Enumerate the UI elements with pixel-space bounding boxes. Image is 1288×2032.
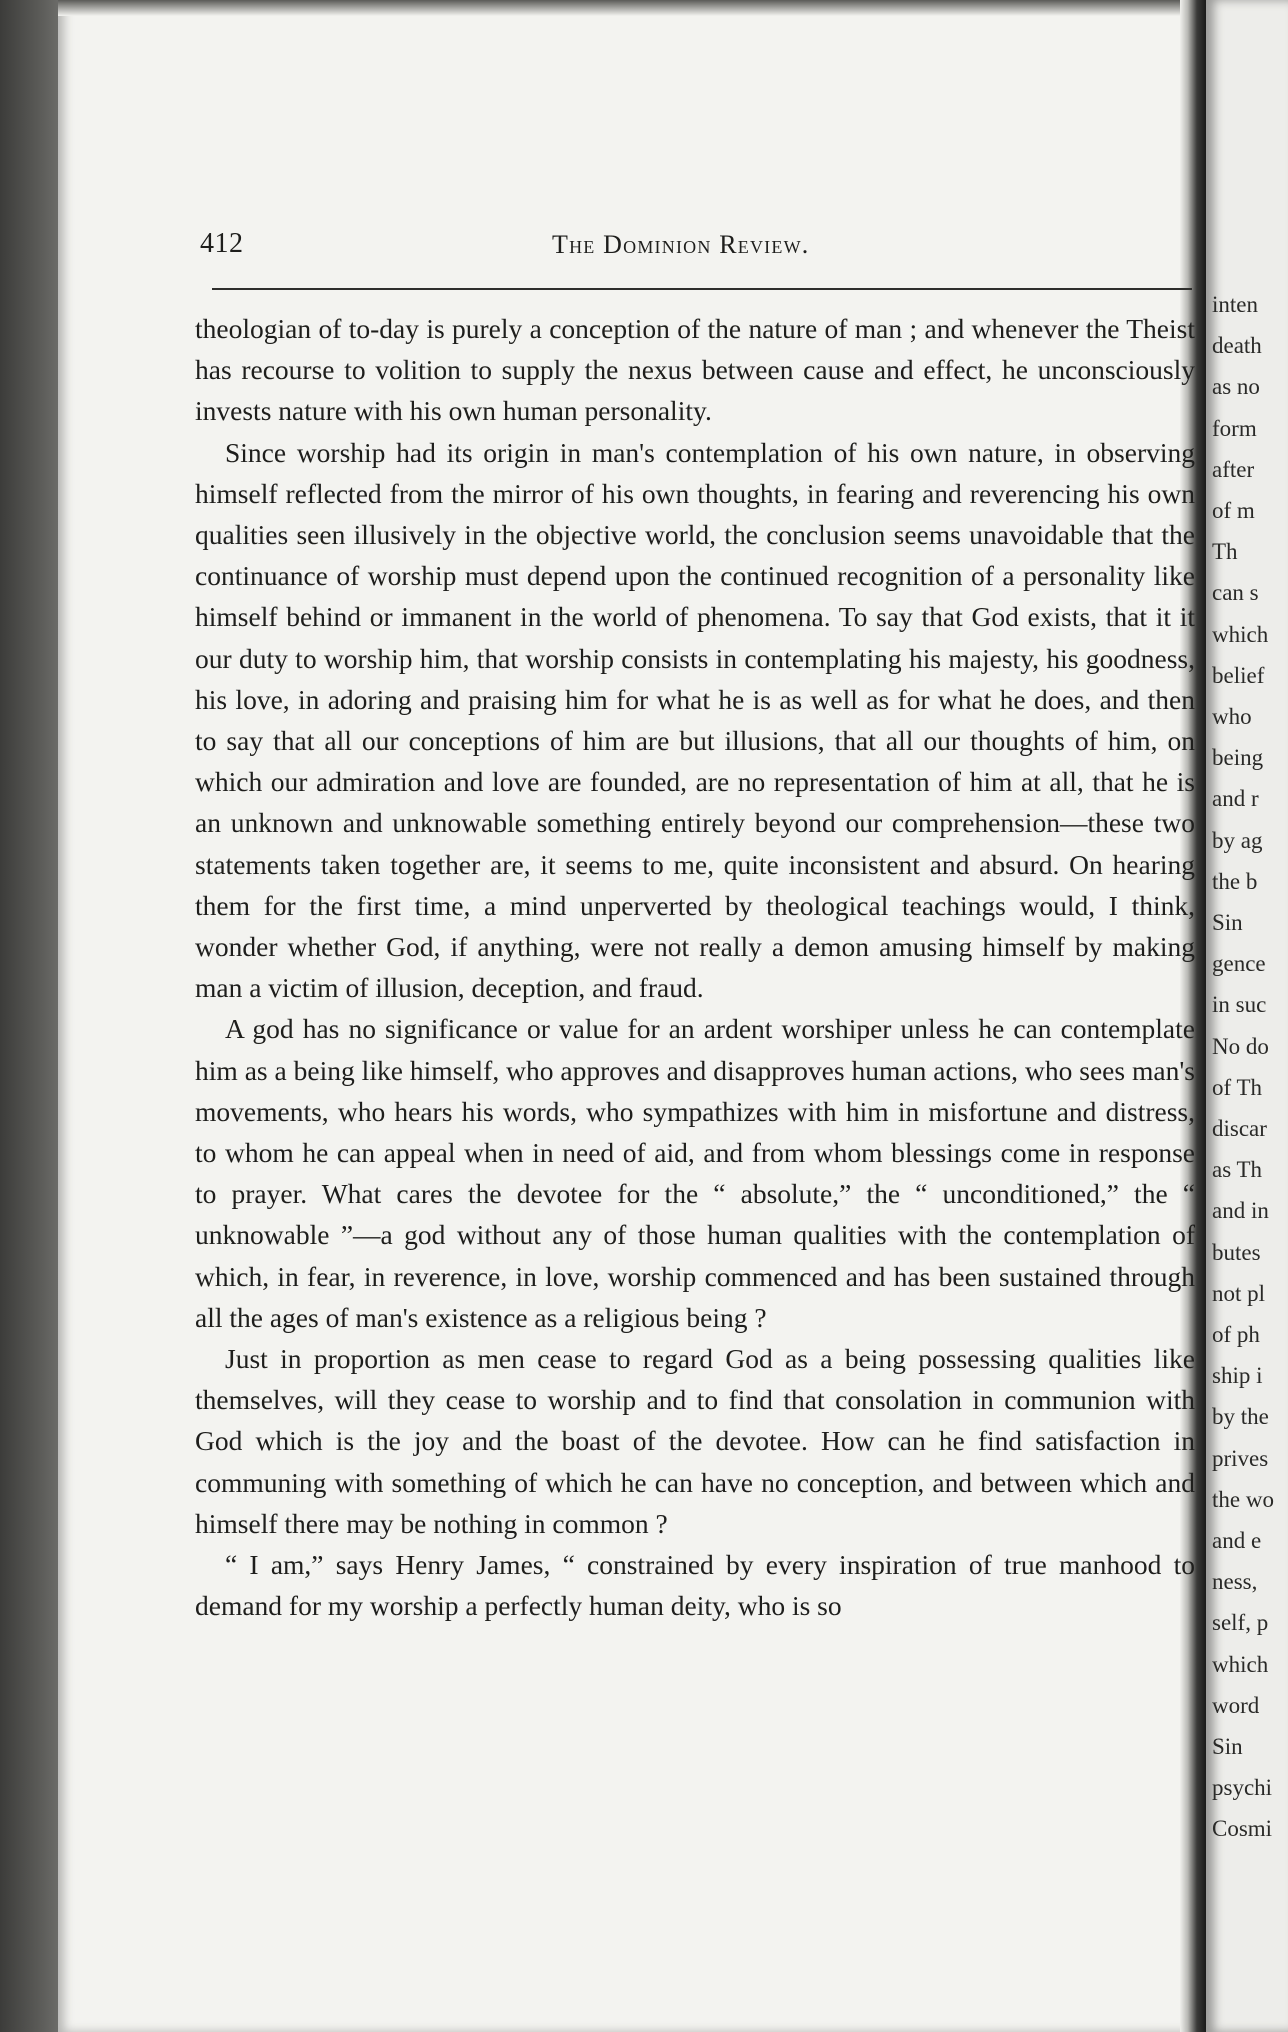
paragraph: Since worship had its origin in man's contemplation of his own nature, in observing himself reflected from the mirror of his own thoughts, in fearing and reverencing his own qualities seen illusively in the objective world, the conclusion seems unavoidable that the continuance of worship must depend upon the continued recognition of a personality like himself behind or immanent in the world of phenomena. To say that God exists, that it it our duty to worship him, that worship consists in contemplating his majesty, his goodness, his love, in adoring and praising him for what he is as well as for what he does, and then to say that all our conceptions of him are but illusions, that all our thoughts of him, on which our admiration and love are founded, are no representation of him at all, that he is an unknown and unknowable something entirely beyond our comprehension—these two statements taken together are, it seems to me, quite inconsistent and absurd. On hearing them for the first time, a mind unperverted by theological teachings would, I think, wonder whether God, if anything, were not really a demon amusing himself by making man a victim of illusion, deception, and fraud. bbox=[195, 436, 1195, 1004]
paragraph: theologian of to-day is purely a conception of the nature of man ; and whenever the Theist has recourse to volition to supply the nexus between cause and effect, he unconsciously invests nature with his own human personality. bbox=[195, 313, 1195, 427]
facing-page-fragment: Sin bbox=[1212, 910, 1243, 935]
facing-page-fragment: Cosmi bbox=[1212, 1816, 1273, 1842]
facing-page-fragment: death bbox=[1212, 333, 1262, 359]
facing-page-fragment: word bbox=[1212, 1692, 1260, 1718]
page-top-shadow bbox=[58, 0, 1208, 16]
facing-page-fragment: of ph bbox=[1212, 1322, 1260, 1347]
facing-page-fragment: the wo bbox=[1212, 1486, 1274, 1512]
body-text bbox=[195, 308, 1195, 1627]
facing-page-fragment: who bbox=[1212, 704, 1252, 729]
facing-page-fragment: by ag bbox=[1212, 827, 1263, 853]
facing-page-fragment: psychi bbox=[1212, 1775, 1273, 1801]
facing-page-fragment: prives bbox=[1212, 1445, 1269, 1471]
facing-page bbox=[1206, 0, 1288, 2032]
facing-page-fragment: not pl bbox=[1212, 1280, 1266, 1306]
facing-page-fragment: as no bbox=[1212, 374, 1260, 400]
facing-page-fragment: by the bbox=[1212, 1404, 1269, 1430]
facing-page-fragment: and e bbox=[1212, 1528, 1262, 1553]
facing-page-fragment: self, p bbox=[1212, 1610, 1269, 1636]
facing-page-fragment: discar bbox=[1212, 1116, 1267, 1141]
facing-page-fragment: after bbox=[1212, 456, 1255, 482]
facing-page-fragment: which bbox=[1212, 621, 1269, 647]
facing-page-fragment: and in bbox=[1212, 1198, 1269, 1224]
facing-page-fragment: ship i bbox=[1212, 1363, 1263, 1389]
facing-page-fragment: form bbox=[1212, 415, 1257, 441]
facing-page-fragment: as Th bbox=[1212, 1157, 1263, 1183]
facing-page-fragment: of m bbox=[1212, 498, 1255, 523]
paragraph: A god has no significance or value for an ardent worshiper unless he can contemplate him as a being like himself, who approves and disapproves human actions, who sees man's movements, who hears his words, who sympathizes with him in misfortune and distress, to whom he can appeal when in need of aid, and from whom blessings come in response to prayer. What cares the devotee for the “ absolute,” the “ unconditioned,” the “ unknowable ”—a god without any of those human qualities with the contemplation of which, in fear, in reverence, in love, worship commenced and has been sustained through all the ages of man's existence as a religious being ? bbox=[195, 1013, 1195, 1333]
facing-page-fragment: can s bbox=[1212, 580, 1259, 606]
facing-page-fragment: the b bbox=[1212, 868, 1258, 894]
facing-page-fragment: butes bbox=[1212, 1239, 1261, 1265]
running-head: The Dominion Review. bbox=[552, 230, 810, 259]
page-number: 412 bbox=[200, 228, 244, 259]
facing-page-fragment: Th bbox=[1212, 539, 1238, 565]
facing-page-fragment: which bbox=[1212, 1651, 1269, 1677]
facing-page-fragment: and r bbox=[1212, 786, 1259, 812]
facing-page-fragment: belief bbox=[1212, 662, 1265, 688]
facing-page-fragment: No do bbox=[1212, 1033, 1269, 1059]
facing-page-fragment: of Th bbox=[1212, 1074, 1263, 1100]
facing-page-fragment: ness, bbox=[1212, 1569, 1258, 1595]
facing-page-fragment: in suc bbox=[1212, 992, 1267, 1018]
facing-page-fragment: Sin bbox=[1212, 1734, 1243, 1759]
page-header bbox=[200, 228, 1200, 268]
paragraph: “ I am,” says Henry James, “ constrained by every inspiration of true manhood to demand for my worship a perfectly human deity, who is so bbox=[195, 1549, 1195, 1622]
facing-page-fragment: inten bbox=[1212, 292, 1258, 317]
paragraph: Just in proportion as men cease to regard God as a being possessing qualities like themselves, will they cease to worship and to find that consolation in communion with God which is the joy and the boast of the devotee. How can he find satisfaction in communing with something of which he can have no conception, and between which and himself there may be nothing in common ? bbox=[195, 1343, 1195, 1539]
facing-page-fragment: gence bbox=[1212, 951, 1266, 977]
facing-page-fragment: being bbox=[1212, 745, 1264, 771]
header-rule bbox=[212, 288, 1192, 290]
